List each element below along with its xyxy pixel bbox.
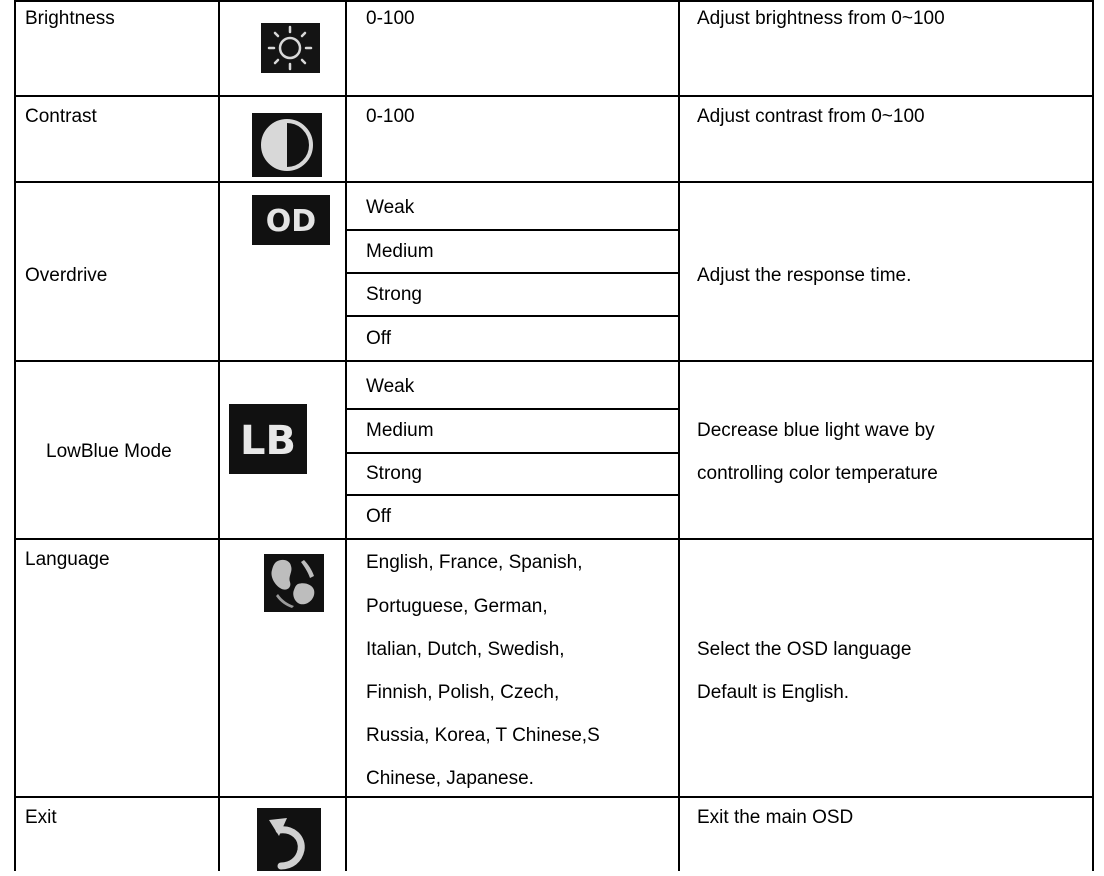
language-option-line: Italian, Dutch, Swedish, [366, 639, 565, 660]
language-option-line: Chinese, Japanese. [366, 768, 534, 789]
table-border [345, 408, 680, 410]
overdrive-option: Strong [366, 284, 422, 305]
globe-icon [264, 554, 324, 612]
table-border [345, 272, 680, 274]
lowblue-option: Off [366, 506, 391, 527]
lowblue-option: Strong [366, 463, 422, 484]
language-option-line: English, France, Spanish, [366, 552, 583, 573]
overdrive-icon [252, 195, 330, 245]
table-border [345, 229, 680, 231]
table-border [345, 0, 347, 871]
table-border [14, 796, 1094, 798]
table-border [345, 494, 680, 496]
row-name-brightness: Brightness [25, 8, 115, 29]
row-name-language: Language [25, 549, 110, 570]
overdrive-option: Off [366, 328, 391, 349]
overdrive-description: Adjust the response time. [697, 265, 912, 286]
lowblue-icon-text: LB [240, 418, 296, 464]
table-border [14, 0, 16, 871]
language-option-line: Portuguese, German, [366, 596, 548, 617]
overdrive-option: Weak [366, 197, 415, 218]
lowblue-option: Medium [366, 420, 434, 441]
return-arrow-icon [257, 808, 321, 871]
language-option-line: Finnish, Polish, Czech, [366, 682, 560, 703]
table-border [14, 360, 1094, 362]
overdrive-icon-text: OD [265, 204, 317, 239]
row-name-exit: Exit [25, 807, 57, 828]
language-description-line: Default is English. [697, 682, 850, 703]
row-name-contrast: Contrast [25, 106, 97, 127]
sun-icon [261, 23, 320, 73]
table-border [14, 538, 1094, 540]
brightness-range: 0-100 [366, 8, 415, 29]
table-border [14, 0, 1094, 2]
exit-description: Exit the main OSD [697, 807, 854, 828]
row-name-overdrive: Overdrive [25, 265, 108, 286]
table-border [345, 315, 680, 317]
lowblue-description-line: controlling color temperature [697, 463, 938, 484]
table-border [345, 452, 680, 454]
table-border [14, 95, 1094, 97]
lowblue-description-line: Decrease blue light wave by [697, 420, 935, 441]
brightness-description: Adjust brightness from 0~100 [697, 8, 945, 29]
table-border [14, 181, 1094, 183]
table-border [678, 0, 680, 871]
contrast-icon [252, 113, 322, 177]
language-option-line: Russia, Korea, T Chinese,S [366, 725, 600, 746]
lowblue-option: Weak [366, 376, 415, 397]
lowblue-icon [229, 404, 307, 474]
table-border [218, 0, 220, 871]
overdrive-option: Medium [366, 241, 434, 262]
table-border [1092, 0, 1094, 871]
row-name-lowblue-mode: LowBlue Mode [46, 441, 172, 462]
contrast-range: 0-100 [366, 106, 415, 127]
language-description-line: Select the OSD language [697, 639, 912, 660]
contrast-description: Adjust contrast from 0~100 [697, 106, 925, 127]
